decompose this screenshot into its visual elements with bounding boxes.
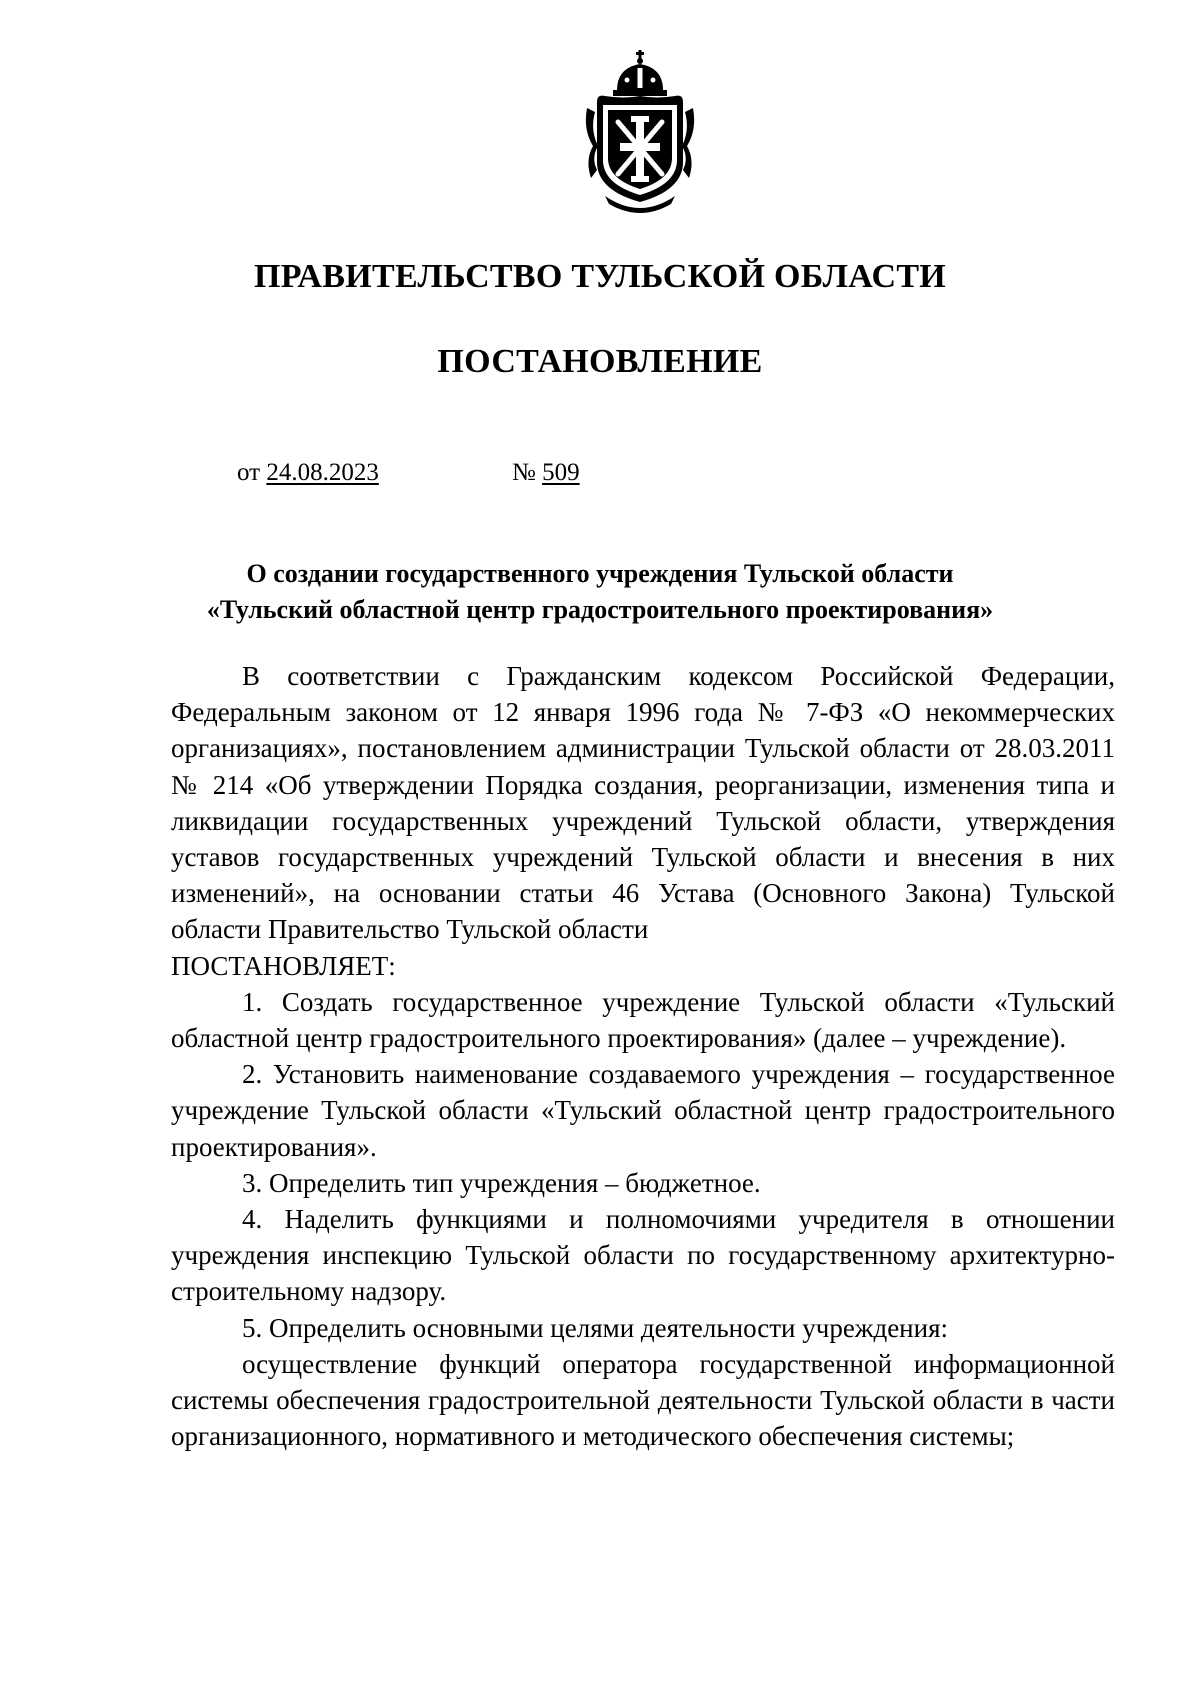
organization-title: ПРАВИТЕЛЬСТВО ТУЛЬСКОЙ ОБЛАСТИ <box>253 258 947 295</box>
date-prefix: от <box>237 459 261 486</box>
heading-line-1: О создании государственного учреждения Тульской области <box>246 559 954 588</box>
list-item: 1. Создать государственное учреждение Тульской области «Тульский областной центр градостроительного проектирования» (далее – учреждение). <box>171 986 1115 1054</box>
heading-line-2: «Тульский областной центр градостроительного проектирования» <box>206 595 994 624</box>
list-item: 4. Наделить функциями и полномочиями учредителя в отношении учреждения инспекцию Тульской области по государственному архитектурно-строительному надзору. <box>171 1204 1115 1307</box>
document-date <box>237 459 379 487</box>
document-type: ПОСТАНОВЛЕНИЕ <box>437 343 763 380</box>
list-item: 3. Определить тип учреждения – бюджетное. <box>242 1167 761 1198</box>
list-item: 2. Установить наименование создаваемого учреждения – государственное учреждение Тульской области «Тульский областной центр градостроительного проектирования». <box>171 1059 1115 1162</box>
document-heading <box>150 556 1050 628</box>
number-value: 509 <box>542 459 580 486</box>
document-body <box>171 658 1115 1454</box>
preamble-paragraph: В соответствии с Гражданским кодексом Российской Федерации, Федеральным законом от 12 января 1996 года № 7-ФЗ «О некоммерческих организациях», постановлением администрации Тульской области от 28.03.2011 № 214 «Об утверждении Порядка создания, реорганизации, изменения типа и ликвидации государственных учреждений Тульской области, утверждения уставов государственных учреждений Тульской области и внесения в них изменений», на основании статьи 46 Устава (Основного Закона) Тульской области Правительство Тульской области <box>171 661 1115 945</box>
date-value: 24.08.2023 <box>266 459 379 486</box>
number-prefix: № <box>512 459 536 486</box>
resolves-line: ПОСТАНОВЛЯЕТ: <box>171 950 396 981</box>
tula-coat-of-arms-icon <box>583 50 697 216</box>
document-number <box>512 459 580 487</box>
list-item: 5. Определить основными целями деятельности учреждения: <box>242 1312 948 1343</box>
list-item: осуществление функций оператора государственной информационной системы обеспечения градостроительной деятельности Тульской области в части организационного, нормативного и методического обеспечения системы; <box>171 1348 1115 1452</box>
